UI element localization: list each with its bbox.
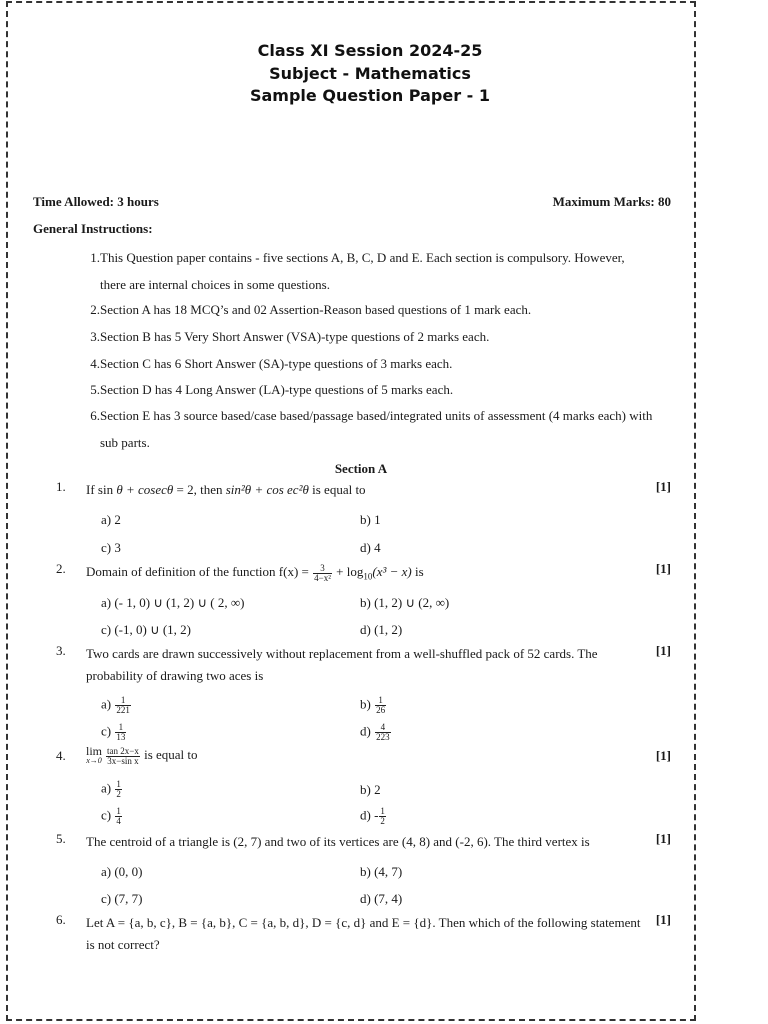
instruction-number: 3.: [90, 329, 100, 344]
fraction-numerator: 1: [375, 696, 386, 706]
option-label: a): [101, 696, 112, 712]
question-text-part: = 2, then: [173, 482, 226, 497]
subject-title: Subject - Mathematics: [269, 64, 471, 83]
option-a: a) (0, 0): [101, 864, 143, 879]
question-math: sin²θ + cos ec²θ: [225, 482, 309, 497]
instruction-item: [88, 376, 653, 403]
option-d: [360, 807, 387, 826]
option-d: d) (7, 4): [360, 891, 403, 906]
option-c: c) (-1, 0) ∪ (1, 2): [101, 622, 192, 637]
maximum-marks: Maximum Marks: 80: [552, 194, 671, 209]
fraction-denominator: 223: [376, 732, 390, 742]
option-b: b) (4, 7): [360, 864, 403, 879]
fraction: [313, 564, 332, 583]
question-text: Two cards are drawn successively without replacement from a well-shuffled pack of 52 cards. The probability of drawing two aces is: [86, 646, 598, 683]
option-a: a) (- 1, 0) ∪ (1, 2) ∪ ( 2, ∞): [101, 595, 245, 610]
fraction: [115, 807, 122, 826]
fraction-denominator: 13: [116, 732, 126, 742]
question-text: Let A = {a, b, c}, B = {a, b}, C = {a, b, d}, D = {c, d} and E = {d}. Then which of the following statement is not correct?: [86, 915, 641, 952]
fraction-denominator: 26: [376, 705, 386, 715]
option-c: c) 3: [101, 540, 121, 555]
option-b: b) (1, 2) ∪ (2, ∞): [360, 595, 450, 610]
fraction-numerator: 4: [375, 723, 391, 733]
question-math: θ + cosecθ: [116, 482, 174, 497]
option-b: b) 2: [360, 782, 381, 797]
question-marks: [1]: [655, 643, 671, 658]
fraction-denominator: 4−x²: [314, 572, 331, 583]
option-label: c): [101, 723, 112, 739]
fraction-denominator: 2: [380, 816, 385, 826]
question-number: 3.: [56, 643, 66, 658]
section-a-title: Section A: [334, 461, 388, 476]
instruction-item: [88, 323, 653, 350]
option-a: [101, 780, 123, 799]
option-a: a) 2: [101, 512, 121, 527]
general-instructions-title: General Instructions:: [33, 221, 153, 236]
instruction-text: Section D has 4 Long Answer (LA)-type questions of 5 marks each.: [100, 382, 454, 397]
fraction-numerator: 1: [116, 779, 121, 789]
fraction: [115, 780, 122, 799]
question-number: 1.: [56, 479, 66, 494]
instruction-number: 2.: [90, 302, 100, 317]
question-text-part: is equal to: [140, 747, 198, 762]
option-label: d) -: [360, 807, 379, 823]
question-text-part: If sin: [86, 482, 117, 497]
fraction: [375, 696, 386, 715]
limit-label: lim: [86, 744, 103, 759]
option-c: [101, 807, 123, 826]
question-text-part: + log: [332, 564, 364, 579]
option-c: c) (7, 7): [101, 891, 143, 906]
instruction-text: Section B has 5 Very Short Answer (VSA)-type questions of 2 marks each.: [100, 329, 490, 344]
fraction-denominator: 221: [116, 705, 130, 715]
fraction-numerator: 3: [313, 564, 332, 574]
paper-title: Sample Question Paper - 1: [249, 86, 490, 105]
option-a: [101, 696, 132, 715]
instruction-text: Section A has 18 MCQ’s and 02 Assertion-Reason based questions of 1 mark each.: [100, 302, 532, 317]
fraction-numerator: tan 2x−x: [107, 745, 139, 756]
instruction-number: 6.: [90, 408, 100, 423]
instruction-number: 4.: [90, 356, 100, 371]
time-allowed: Time Allowed: 3 hours: [33, 194, 159, 209]
question-text: [86, 561, 646, 588]
fraction: [375, 723, 391, 742]
question-number: 6.: [56, 912, 66, 927]
question-marks: [1]: [655, 831, 671, 846]
question-text: [86, 744, 646, 766]
fraction-denominator: 2: [116, 789, 121, 799]
option-b: b) 1: [360, 512, 381, 527]
instruction-text: This Question paper contains - five sections A, B, C, D and E. Each section is compulsory. However, there are internal choices in some questions.: [100, 250, 625, 292]
option-label: d): [360, 723, 371, 739]
option-label: b): [360, 696, 371, 712]
question-text: The centroid of a triangle is (2, 7) and two of its vertices are (4, 8) and (-2, 6). The third vertex is: [86, 834, 590, 849]
question-marks: [1]: [655, 561, 671, 576]
question-number: 5.: [56, 831, 66, 846]
question-number: 2.: [56, 561, 66, 576]
question-text-part: is: [411, 564, 424, 579]
option-d: d) (1, 2): [360, 622, 403, 637]
fraction-numerator: 1: [115, 723, 126, 733]
option-label: c): [101, 807, 112, 823]
fraction-denominator: 3x−sin x: [107, 755, 139, 766]
question-text: [86, 479, 646, 501]
instruction-text: Section C has 6 Short Answer (SA)-type questions of 3 marks each.: [100, 356, 453, 371]
question-text-part: Domain of definition of the function f(x) =: [86, 564, 313, 579]
question-marks: [1]: [655, 479, 671, 494]
fraction-numerator: 1: [380, 806, 385, 816]
instruction-item: [88, 244, 653, 298]
instruction-text: Section E has 3 source based/case based/passage based/integrated units of assessment (4 marks each) with sub parts.: [100, 408, 653, 450]
option-d: [360, 723, 392, 742]
option-c: [101, 723, 127, 742]
instruction-number: 1.: [90, 250, 100, 265]
option-d: d) 4: [360, 540, 381, 555]
fraction: [379, 807, 386, 826]
question-math: (x³ − x): [372, 564, 412, 579]
fraction-numerator: 1: [116, 806, 121, 816]
option-label: a): [101, 780, 112, 796]
question-number: 4.: [56, 748, 66, 763]
limit-subscript: x→0: [86, 756, 102, 766]
question-text-part: is equal to: [308, 482, 366, 497]
fraction: [115, 723, 126, 742]
log-base: 10: [363, 571, 373, 582]
instruction-item: [88, 350, 653, 377]
instruction-item: [88, 296, 653, 323]
question-marks: [1]: [655, 912, 671, 927]
class-session-title: Class XI Session 2024-25: [257, 41, 483, 60]
instruction-number: 5.: [90, 382, 100, 397]
fraction: [106, 747, 140, 766]
fraction-denominator: 4: [116, 816, 121, 826]
instruction-item: [88, 402, 653, 456]
question-marks: [1]: [655, 748, 671, 763]
fraction-numerator: 1: [115, 696, 131, 706]
option-b: [360, 696, 387, 715]
fraction: [115, 696, 131, 715]
limit: [86, 746, 102, 766]
